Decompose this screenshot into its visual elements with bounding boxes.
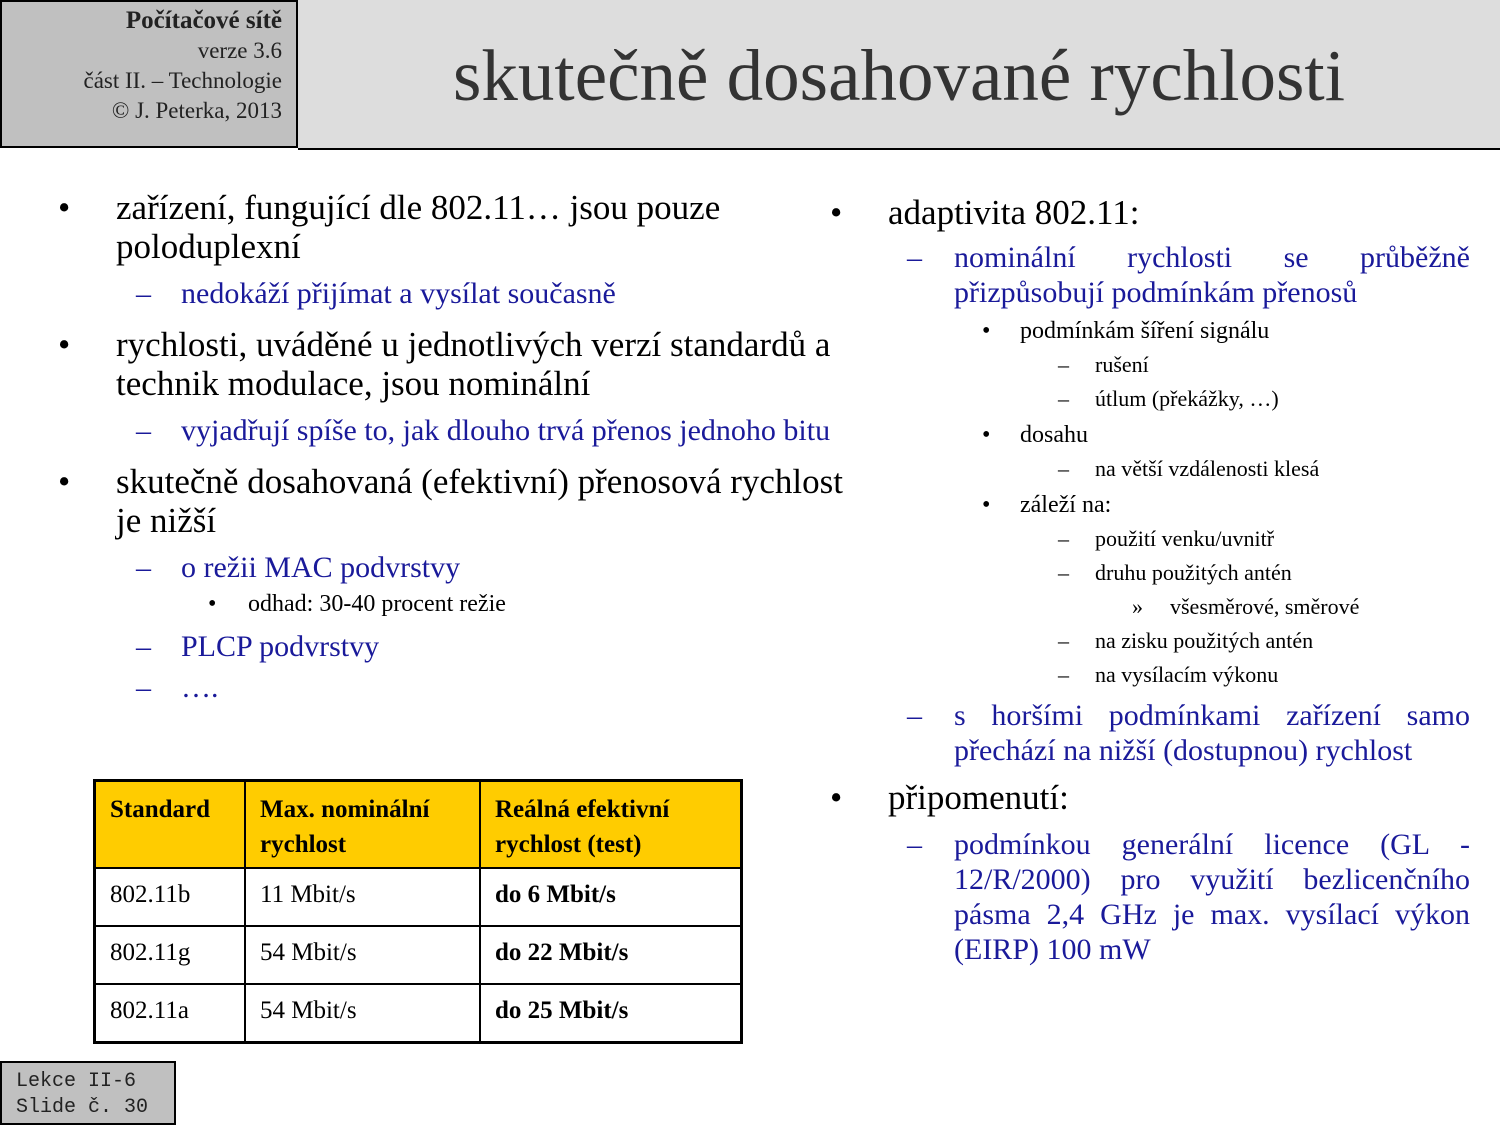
detail-noise: [830, 350, 1470, 380]
subitem-ellipsis: [58, 670, 848, 705]
bullet-text: skutečně dosahovaná (efektivní) přenosová rychlost je nižší: [116, 462, 843, 540]
detail-antenna-type: [830, 558, 1470, 588]
detail-distance: [830, 454, 1470, 484]
cell-nominal: 54 Mbit/s: [245, 984, 480, 1043]
subitem-text: vyjadřují spíše to, jak dlouho trvá přenos jednoho bitu: [181, 414, 831, 447]
course-name: Počítačové sítě: [125, 7, 282, 34]
detail-tx-power: [830, 660, 1470, 690]
subsubitem-range: [830, 420, 1470, 450]
dash-icon: –: [136, 551, 151, 584]
detail-antenna-kinds: [830, 592, 1470, 622]
bullet-effective-speed: [58, 462, 848, 540]
bullet-icon: •: [830, 778, 843, 817]
subitem-text: podmínkou generální licence (GL - 12/R/2000) pro využití bezlicenčního pásma 2,4 GHz je max. vysílací výkon (EIRP) 100 mW: [954, 828, 1470, 966]
dash-icon: –: [1058, 662, 1069, 687]
detail-text: rušení: [1095, 352, 1149, 377]
subitem-fallback: [830, 698, 1470, 768]
bullet-icon: •: [208, 591, 217, 617]
subitem-text: ….: [181, 671, 219, 704]
dash-icon: –: [136, 414, 151, 447]
subitem-no-simultaneous: [58, 276, 848, 311]
detail-attenuation: [830, 384, 1470, 414]
cell-standard: 802.11b: [95, 868, 246, 926]
subsubitem-text: odhad: 30-40 procent režie: [248, 591, 506, 617]
bullet-icon: •: [58, 188, 71, 227]
subsubitem-text: dosahu: [1020, 422, 1088, 448]
dash-icon: –: [136, 671, 151, 704]
bullet-text: zařízení, fungující dle 802.11… jsou pouze poloduplexní: [116, 188, 721, 266]
dash-icon: –: [1058, 352, 1069, 377]
dash-icon: –: [1058, 560, 1069, 585]
subitem-nominal-adapt: [830, 240, 1470, 310]
subitem-text: PLCP podvrstvy: [181, 630, 380, 663]
table-row: [95, 984, 742, 1043]
dash-icon: –: [1058, 628, 1069, 653]
bullet-icon: •: [830, 193, 843, 232]
subitem-plcp: [58, 629, 848, 664]
table-row: [95, 868, 742, 926]
bullet-nominal-speeds: [58, 325, 848, 403]
column-header-standard: Standard: [95, 781, 246, 869]
slide-number: Slide č. 30: [16, 1096, 149, 1119]
cell-nominal: 54 Mbit/s: [245, 926, 480, 984]
raquo-icon: »: [1132, 594, 1143, 619]
bullet-icon: •: [58, 462, 71, 501]
column-header-nominal: Max. nominální rychlost: [245, 781, 480, 869]
cell-standard: 802.11g: [95, 926, 246, 984]
right-column: [830, 193, 1470, 967]
detail-text: všesměrové, směrové: [1170, 594, 1360, 619]
cell-real: do 6 Mbit/s: [480, 868, 742, 926]
detail-indoor-outdoor: [830, 524, 1470, 554]
subsubitem-overhead-estimate: [58, 589, 848, 619]
dash-icon: –: [907, 241, 922, 274]
lecture-label: Lekce II-6: [16, 1070, 137, 1093]
subsubitem-signal: [830, 316, 1470, 346]
title-bar: [298, 0, 1500, 150]
subitem-license: [830, 827, 1470, 967]
dash-icon: –: [1058, 526, 1069, 551]
detail-antenna-gain: [830, 626, 1470, 656]
detail-text: druhu použitých antén: [1095, 560, 1292, 585]
subitem-text: nominální rychlosti se průběžně přizpůsobují podmínkám přenosů: [954, 241, 1470, 309]
subitem-mac-overhead: [58, 550, 848, 585]
cell-real: do 22 Mbit/s: [480, 926, 742, 984]
speed-comparison-table: [93, 779, 743, 1044]
detail-text: použití venku/uvnitř: [1095, 526, 1275, 551]
table-row: [95, 926, 742, 984]
cell-real: do 25 Mbit/s: [480, 984, 742, 1043]
detail-text: na větší vzdálenosti klesá: [1095, 456, 1320, 481]
course-copyright: © J. Peterka, 2013: [111, 98, 282, 123]
subitem-text: nedokáží přijímat a vysílat současně: [181, 277, 616, 310]
bullet-text: adaptivita 802.11:: [888, 193, 1140, 232]
bullet-icon: •: [982, 492, 991, 518]
bullet-icon: •: [982, 422, 991, 448]
dash-icon: –: [907, 699, 922, 732]
bullet-adaptivity: [830, 193, 1470, 232]
dash-icon: –: [907, 828, 922, 861]
bullet-text: rychlosti, uváděné u jednotlivých verzí standardů a technik modulace, jsou nominální: [116, 325, 831, 403]
detail-text: na zisku použitých antén: [1095, 628, 1314, 653]
course-info-box: [0, 0, 298, 148]
detail-text: na vysílacím výkonu: [1095, 662, 1279, 687]
bullet-icon: •: [58, 325, 71, 364]
subsubitem-depends: [830, 490, 1470, 520]
subitem-bit-duration: [58, 413, 848, 448]
left-column: [58, 188, 848, 705]
bullet-icon: •: [982, 318, 991, 344]
bullet-reminder: [830, 778, 1470, 817]
dash-icon: –: [1058, 456, 1069, 481]
subsubitem-text: záleží na:: [1020, 492, 1112, 518]
course-version: verze 3.6: [197, 38, 282, 63]
slide-title: skutečně dosahované rychlosti: [453, 35, 1345, 116]
cell-standard: 802.11a: [95, 984, 246, 1043]
bullet-text: připomenutí:: [888, 778, 1069, 817]
dash-icon: –: [136, 630, 151, 663]
course-part: část II. – Technologie: [83, 68, 282, 93]
dash-icon: –: [1058, 386, 1069, 411]
detail-text: útlum (překážky, …): [1095, 386, 1279, 411]
dash-icon: –: [136, 277, 151, 310]
table-header-row: [95, 781, 742, 869]
column-header-real: Reálná efektivní rychlost (test): [480, 781, 742, 869]
bullet-half-duplex: [58, 188, 848, 266]
cell-nominal: 11 Mbit/s: [245, 868, 480, 926]
subsubitem-text: podmínkám šíření signálu: [1020, 318, 1270, 344]
subitem-text: o režii MAC podvrstvy: [181, 551, 461, 584]
subitem-text: s horšími podmínkami zařízení samo přechází na nižší (dostupnou) rychlost: [954, 699, 1470, 767]
slide-footer: [0, 1061, 176, 1125]
